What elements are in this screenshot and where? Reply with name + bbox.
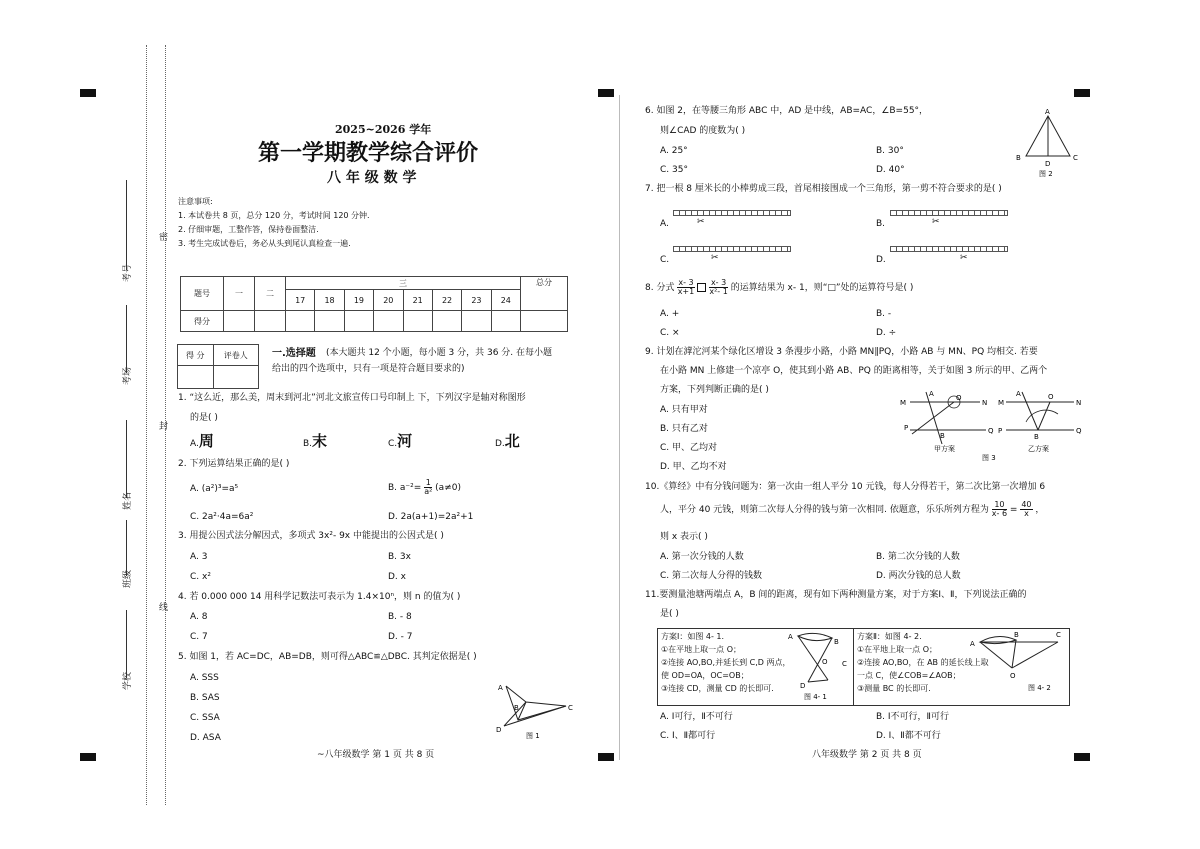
q10-option-a[interactable]: A. 第一次分钱的人数 (660, 552, 744, 562)
score-table-number: 20 (374, 290, 403, 311)
plan2-title: 方案Ⅱ：如图 4- 2. (857, 632, 922, 641)
option-label: C. (388, 439, 398, 449)
score-cell[interactable] (344, 311, 373, 332)
denominator: x- 6 (991, 509, 1008, 518)
fig2-label-c: C (1073, 154, 1078, 162)
option-char: 河 (397, 432, 413, 450)
notes-heading: 注意事项: (178, 197, 213, 206)
q10-text: 人，平分 40 元钱，则第二次每人分得的钱与第一次相同. 依题意，乐乐所列方程为 (660, 505, 989, 515)
field-kaohao[interactable] (126, 180, 127, 270)
q4-option-a[interactable]: A. 8 (190, 612, 208, 622)
q1-option-c[interactable] (388, 432, 412, 450)
q10-option-c[interactable]: C. 第二次每人分得的钱数 (660, 571, 763, 581)
q2-option-b[interactable] (388, 479, 461, 496)
score-cell[interactable] (374, 311, 403, 332)
q8-option-c[interactable]: C. × (660, 328, 680, 338)
fig1-label-c: C (568, 704, 573, 712)
q11-stem: 是( ) (660, 609, 679, 619)
fig3-label-jia: 甲方案 (934, 445, 955, 453)
figure-1 (492, 680, 578, 742)
label-banji: 班级 (123, 569, 133, 588)
fig3-label-m: M (900, 399, 907, 407)
registration-mark (598, 89, 614, 97)
q1-stem: 的是( ) (190, 413, 218, 423)
option-label: D. (495, 439, 505, 449)
denominator: x+1 (677, 287, 695, 296)
score-table-number: 18 (315, 290, 344, 311)
exam-year: 2025~2026 学年 (335, 123, 432, 136)
score-table-header: 一 (224, 277, 255, 311)
plan2-step: ②连接 AO,BO，在 AB 的延长线上取 (857, 658, 989, 667)
q5-option-b[interactable]: B. SAS (190, 693, 220, 703)
fig3-label-b: B (940, 432, 945, 440)
ruler-stick (673, 210, 791, 216)
q4-option-c[interactable]: C. 7 (190, 632, 208, 642)
option-char: 周 (198, 432, 214, 450)
binding-line (146, 45, 147, 805)
q9-option-d[interactable]: D. 甲、乙均不对 (660, 462, 727, 472)
fig3-label-q: Q (1076, 427, 1082, 435)
fig3-label-a: A (1016, 390, 1021, 398)
score-cell[interactable] (491, 311, 520, 332)
q8-text: 8. 分式 (645, 283, 675, 293)
section1-desc: (本大题共 12 个小题，每小题 3 分，共 36 分. 在每小题 (326, 348, 553, 358)
q1-stem: 1. “这么近，那么美，周末到河北”河北文旅宣传口号印制上 下，下列汉字是轴对称图形 (178, 393, 526, 403)
score-table-number: 19 (344, 290, 373, 311)
ruler-stick (673, 246, 791, 252)
field-xingming[interactable] (126, 420, 127, 498)
fig1-label-d: D (496, 726, 502, 734)
section1-title: 一.选择题 (272, 348, 316, 359)
label-kaohao: 考号 (123, 263, 133, 282)
q8-option-d[interactable]: D. ÷ (876, 328, 897, 338)
q11-option-b[interactable]: B. Ⅰ不可行，Ⅱ可行 (876, 712, 949, 722)
score-cell[interactable] (224, 311, 255, 332)
q6-option-a[interactable]: A. 25° (660, 146, 688, 156)
score-table-header: 二 (255, 277, 286, 311)
option-label: B. (303, 439, 313, 449)
score-table-number: 21 (403, 290, 432, 311)
score-table (180, 276, 568, 332)
registration-mark (1074, 89, 1090, 97)
field-kaochang[interactable] (126, 305, 127, 373)
fig4-label-b: B (834, 638, 839, 646)
q11-stem: 11.要测量池塘两端点 A，B 间的距离，现有如下两种测量方案，对于方案Ⅰ、Ⅱ，下列说法正确的 (645, 590, 1027, 600)
q3-option-c[interactable]: C. x² (190, 572, 211, 582)
q4-stem: 4. 若 0.000 000 14 用科学记数法可表示为 1.4×10ⁿ，则 n 的值为( ) (178, 592, 461, 602)
q5-stem: 5. 如图 1，若 AC=DC，AB=DB，则可得△ABC≌△DBC. 其判定依据是( ) (178, 652, 477, 662)
q10-stem: 10.《算经》中有分钱问题为：第一次由一组人平分 10 元钱，每人分得若干，第二次比第一次增加 6 (645, 482, 1046, 492)
score-table-header: 总分 (521, 277, 568, 311)
plan1-title: 方案Ⅰ：如图 4- 1. (661, 632, 725, 641)
q2-option-c[interactable]: C. 2a²·4a=6a² (190, 512, 254, 522)
option-text: (a≠0) (435, 483, 461, 493)
q10-stem: 则 x 表示( ) (660, 532, 708, 542)
fig4-label-a: A (788, 633, 793, 641)
q11-option-a[interactable]: A. Ⅰ可行，Ⅱ不可行 (660, 712, 733, 722)
fig3-label-yi: 乙方案 (1028, 445, 1049, 453)
q5-option-a[interactable]: A. SSS (190, 673, 219, 683)
q3-option-d[interactable]: D. x (388, 572, 406, 582)
q9-stem: 9. 计划在滹沱河某个绿化区增设 3 条漫步小路，小路 MN∥PQ，小路 AB 与 MN、PQ 均相交. 若要 (645, 347, 1038, 357)
score-table-number: 23 (462, 290, 491, 311)
q8-option-a[interactable]: A. + (660, 309, 680, 319)
grader-box (177, 344, 259, 389)
plan2-step: ③测量 BC 的长即可. (857, 684, 931, 693)
q7-option-b[interactable]: B. (876, 219, 886, 229)
score-table-number: 22 (432, 290, 461, 311)
fig4-1-caption: 图 4- 1 (804, 693, 827, 701)
q7-option-d[interactable]: D. (876, 255, 886, 265)
fig3-label-b: B (1034, 433, 1039, 441)
registration-mark (80, 753, 96, 761)
score-cell[interactable] (315, 311, 344, 332)
label-xingming: 姓名 (123, 491, 133, 510)
fraction (1020, 501, 1032, 518)
fig4-label-c: C (842, 660, 847, 668)
fig1-label-a: A (498, 684, 503, 692)
fraction (709, 279, 727, 296)
q9-option-c[interactable]: C. 甲、乙均对 (660, 443, 718, 453)
plan1-step: ②连接 AO,BO,并延长到 C,D 两点， (661, 658, 791, 667)
fig3-label-n: N (982, 399, 988, 407)
section1-desc: 给出的四个选项中，只有一项是符合题目要求的) (272, 364, 465, 374)
fig2-label-b: B (1016, 154, 1021, 162)
figure-3 (896, 388, 1086, 464)
footer-right: 八年级数学 第 2 页 共 8 页 (812, 750, 922, 760)
label-xuexiao: 学校 (123, 671, 133, 690)
option-char: 北 (504, 432, 520, 450)
center-fold-line (619, 95, 620, 760)
fraction (424, 479, 432, 496)
q6-option-d[interactable]: D. 40° (876, 165, 905, 175)
fig3-label-n: N (1076, 399, 1082, 407)
q10-option-d[interactable]: D. 两次分钱的总人数 (876, 571, 961, 581)
fraction (992, 501, 1007, 518)
option-label: A. (190, 439, 199, 449)
numerator: 40 (1021, 500, 1032, 509)
option-char: 末 (312, 432, 328, 450)
fig4-label-o: O (1010, 672, 1016, 680)
score-table-number: 17 (286, 290, 315, 311)
q11-option-d[interactable]: D. Ⅰ、Ⅱ都不可行 (876, 731, 941, 741)
fig2-label-d: D (1045, 160, 1051, 168)
denominator: a² (424, 487, 433, 496)
grader-label: 得 分 (178, 345, 214, 366)
field-xuexiao[interactable] (126, 610, 127, 678)
q11-option-c[interactable]: C. Ⅰ、Ⅱ都可行 (660, 731, 716, 741)
plan-divider (853, 628, 854, 705)
ruler-stick (890, 210, 1008, 216)
q7-option-c[interactable]: C. (660, 255, 670, 265)
fig3-label-o: O (1048, 393, 1054, 401)
figure-4-1 (780, 628, 852, 704)
q6-option-b[interactable]: B. 30° (876, 146, 904, 156)
field-banji[interactable] (126, 520, 127, 576)
q4-option-d[interactable]: D. - 7 (388, 632, 413, 642)
fig3-label-o: O (956, 394, 962, 402)
numerator: x- 3 (678, 278, 694, 287)
q3-stem: 3. 用提公因式法分解因式，多项式 3x²- 9x 中能提出的公因式是( ) (178, 531, 444, 541)
notes-item: 1. 本试卷共 8 页，总分 120 分，考试时间 120 分钟. (178, 211, 370, 220)
footer-left: ~八年级数学 第 1 页 共 8 页 (317, 750, 435, 760)
q9-option-b[interactable]: B. 只有乙对 (660, 424, 708, 434)
option-text: B. a⁻²= (388, 483, 422, 493)
grader-cell[interactable] (213, 366, 258, 389)
registration-mark (598, 753, 614, 761)
plan1-step: 使 OD=OA，OC=OB； (661, 671, 749, 680)
exam-subtitle: 八 年 级 数 学 (327, 170, 417, 186)
q4-option-b[interactable]: B. - 8 (388, 612, 412, 622)
label-kaochang: 考场 (123, 366, 133, 385)
fig2-label-a: A (1045, 108, 1050, 116)
ruler-stick (890, 246, 1008, 252)
q6-option-c[interactable]: C. 35° (660, 165, 688, 175)
numerator: 1 (425, 478, 431, 487)
fig1-caption: 图 1 (526, 732, 540, 740)
q8-option-b[interactable]: B. - (876, 309, 892, 319)
q5-option-c[interactable]: C. SSA (190, 713, 220, 723)
q2-option-a[interactable]: A. (a²)³=a⁵ (190, 484, 239, 494)
q1-option-a[interactable] (190, 432, 214, 450)
q10-option-b[interactable]: B. 第二次分钱的人数 (876, 552, 960, 562)
q7-stem: 7. 把一根 8 厘米长的小棒剪成三段，首尾相接围成一个三角形，第一剪不符合要求的是( ) (645, 184, 1002, 194)
exam-title: 第一学期教学综合评价 (258, 140, 479, 166)
q3-option-b[interactable]: B. 3x (388, 552, 411, 562)
scissors-icon: ✂ (932, 217, 940, 227)
figure-2 (1008, 108, 1088, 180)
plan1-step: ①在平地上取一点 O； (661, 645, 742, 654)
plan2-step: 一点 C，使∠COB=∠AOB； (857, 671, 961, 680)
score-cell[interactable] (286, 311, 315, 332)
registration-mark (80, 89, 96, 97)
denominator: x²- 1 (709, 287, 728, 296)
q9-option-a[interactable]: A. 只有甲对 (660, 405, 708, 415)
fig4-label-b: B (1014, 631, 1019, 639)
fraction (677, 279, 694, 296)
denominator: x (1024, 509, 1029, 518)
score-table-header: 三 (286, 277, 521, 290)
numerator: x- 3 (710, 278, 727, 287)
fig1-label-b: B (514, 704, 519, 712)
score-cell[interactable] (255, 311, 286, 332)
q1-option-b[interactable] (303, 432, 327, 450)
grader-label: 评卷人 (213, 345, 258, 366)
fig2-caption: 图 2 (1039, 170, 1053, 178)
notes-item: 2. 仔细审题，工整作答，保持卷面整洁. (178, 225, 319, 234)
fig3-label-m: M (998, 399, 1005, 407)
fig4-2-caption: 图 4- 2 (1028, 684, 1051, 692)
q7-option-a[interactable]: A. (660, 219, 669, 229)
fig4-label-c: C (1056, 631, 1061, 639)
fig4-label-a: A (970, 640, 975, 648)
plan1-step: ③连接 CD，测量 CD 的长即可. (661, 684, 774, 693)
fig3-caption: 图 3 (982, 454, 996, 462)
q10-text: ， (1035, 505, 1045, 515)
score-cell[interactable] (432, 311, 461, 332)
fig3-label-p: P (904, 424, 909, 432)
fig3-label-a: A (929, 390, 934, 398)
q6-stem: 6. 如图 2，在等腰三角形 ABC 中，AD 是中线，AB=AC，∠B=55°， (645, 106, 929, 116)
q10-stem (660, 501, 1044, 518)
score-cell[interactable] (462, 311, 491, 332)
seal-xian: 线 (159, 603, 169, 613)
q2-stem: 2. 下列运算结果正确的是( ) (178, 459, 290, 469)
plan2-step: ①在平地上取一点 O； (857, 645, 938, 654)
fig4-label-d: D (800, 682, 806, 690)
fig4-label-o: O (822, 658, 828, 666)
q6-stem: 则∠CAD 的度数为( ) (660, 126, 746, 136)
scissors-icon: ✂ (711, 253, 719, 263)
seal-feng: 封 (159, 422, 169, 432)
q8-text: 的运算结果为 x- 1，则“□”处的运算符号是( ) (730, 283, 914, 293)
score-table-number: 24 (491, 290, 520, 311)
fig3-label-q: Q (988, 427, 994, 435)
notes-item: 3. 考生完成试卷后，务必从头到尾认真检查一遍. (178, 239, 351, 248)
score-table-header: 题号 (181, 277, 224, 311)
q2-option-d[interactable]: D. 2a(a+1)=2a²+1 (388, 512, 474, 522)
scissors-icon: ✂ (960, 253, 968, 263)
q5-option-d[interactable]: D. ASA (190, 733, 221, 743)
score-table-header: 得分 (181, 311, 224, 332)
blank-box[interactable] (697, 283, 706, 292)
q9-stem: 方案，下列判断正确的是( ) (660, 385, 769, 395)
q10-text: = (1009, 505, 1018, 515)
q3-option-a[interactable]: A. 3 (190, 552, 208, 562)
q1-option-d[interactable] (495, 432, 520, 450)
figure-4-2 (968, 628, 1066, 704)
score-cell[interactable] (521, 311, 568, 332)
q8-stem (645, 279, 913, 296)
seal-mi: 密 (159, 233, 169, 243)
numerator: 10 (992, 501, 1007, 510)
scissors-icon: ✂ (697, 217, 705, 227)
registration-mark (1074, 753, 1090, 761)
score-cell[interactable] (403, 311, 432, 332)
fig3-label-p: P (998, 427, 1003, 435)
grader-cell[interactable] (178, 366, 214, 389)
q9-stem: 在小路 MN 上修建一个凉亭 O，使其到小路 AB、PQ 的距离相等，关于如图 3 所示的甲、乙两个 (660, 366, 1048, 376)
